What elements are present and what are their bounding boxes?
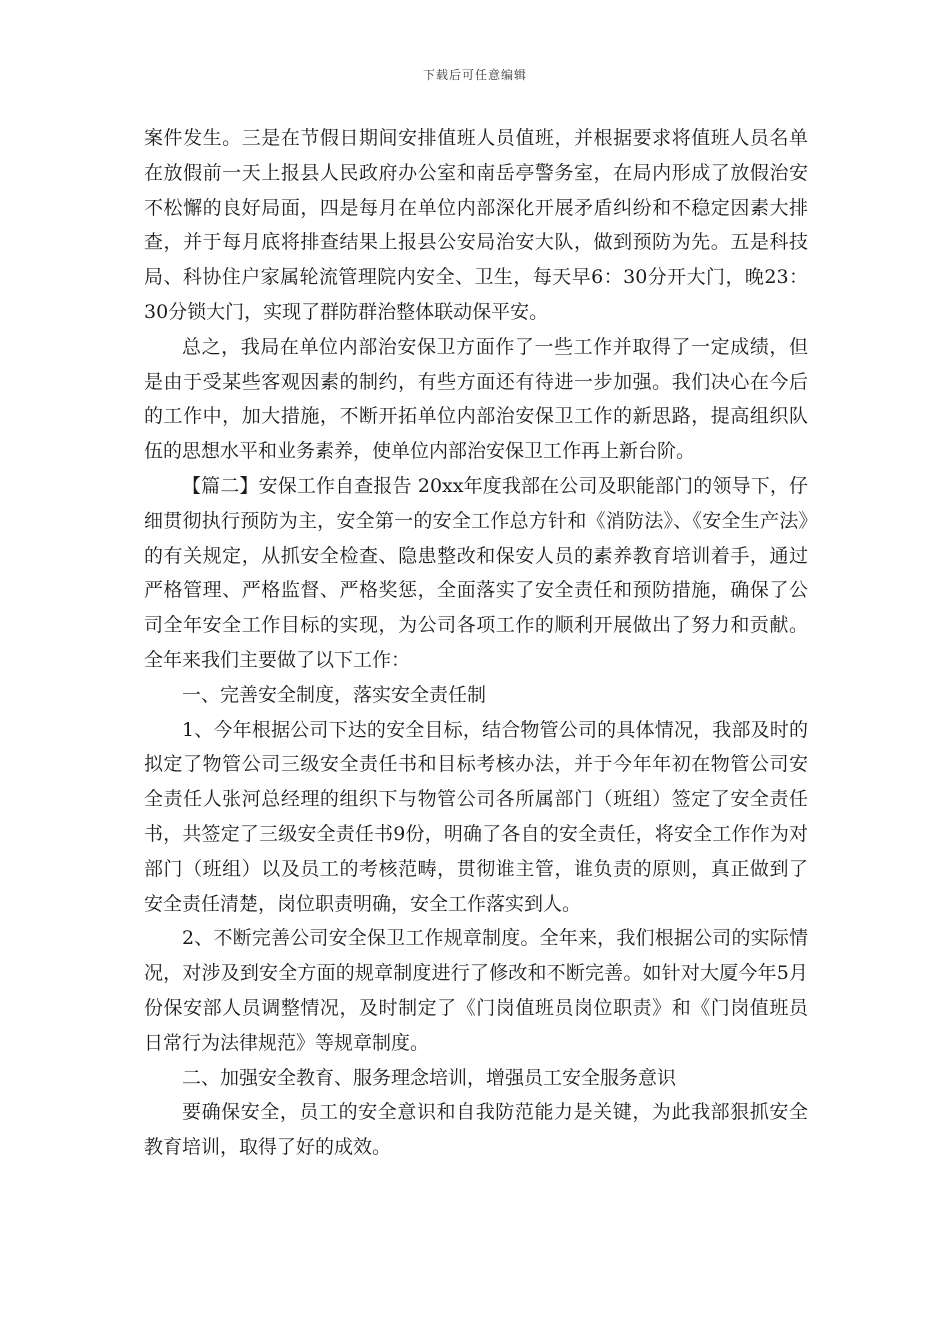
paragraph-1: 案件发生。三是在节假日期间安排值班人员值班，并根据要求将值班人员名单在放假前一天上报县人民政府办公室和南岳亭警务室，在局内形成了放假治安不松懈的良好局面，四是每月在单位内部深化开展矛盾纠纷和不稳定因素大排查，并于每月底将排查结果上报县公安局治安大队，做到预防为先。五是科技局、科协住户家属轮流管理院内安全、卫生，每天早6：30分开大门，晚23：30分锁大门，实现了群防群治整体联动保平安。: [144, 127, 808, 323]
section-heading-1: 一、完善安全制度，落实安全责任制: [182, 683, 487, 706]
page-header-note: 下载后可任意编辑: [422, 68, 527, 82]
section-heading-2: 二、加强安全教育、服务理念培训，增强员工安全服务意识: [182, 1066, 677, 1089]
paragraph-5: 2、不断完善公司安全保卫工作规章制度。全年来，我们根据公司的实际情况，对涉及到安全方面的规章制度进行了修改和不断完善。如针对大厦今年5月份保安部人员调整情况，及时制定了《门岗值班员岗位职责》和《门岗值班员日常行为法律规范》等规章制度。: [144, 927, 808, 1054]
document-body: [144, 121, 808, 1165]
paragraph-2: 总之，我局在单位内部治安保卫方面作了一些工作并取得了一定成绩，但是由于受某些客观因素的制约，有些方面还有待进一步加强。我们决心在今后的工作中，加大措施，不断开拓单位内部治安保卫工作的新思路，提高组织队伍的思想水平和业务素养，使单位内部治安保卫工作再上新台阶。: [144, 335, 808, 463]
paragraph-4: 1、今年根据公司下达的安全目标，结合物管公司的具体情况，我部及时的拟定了物管公司三级安全责任书和目标考核办法，并于今年年初在物管公司安全责任人张河总经理的组织下与物管公司各所属部门（班组）签定了安全责任书，共签定了三级安全责任书9份，明确了各自的安全责任，将安全工作作为对部门（班组）以及员工的考核范畴，贯彻谁主管，谁负责的原则，真正做到了安全责任清楚，岗位职责明确，安全工作落实到人。: [144, 718, 808, 915]
paragraph-6: 要确保安全，员工的安全意识和自我防范能力是关键，为此我部狠抓安全教育培训，取得了好的成效。: [144, 1101, 808, 1159]
paragraph-3: 【篇二】安保工作自查报告 20xx年度我部在公司及职能部门的领导下，仔细贯彻执行预防为主，安全第一的安全工作总方针和《消防法》、《安全生产法》的有关规定，从抓安全检查、隐患整改和保安人员的素养教育培训着手，通过严格管理、严格监督、严格奖惩，全面落实了安全责任和预防措施，确保了公司全年安全工作目标的实现，为公司各项工作的顺利开展做出了努力和贡献。全年来我们主要做了以下工作：: [144, 474, 808, 671]
